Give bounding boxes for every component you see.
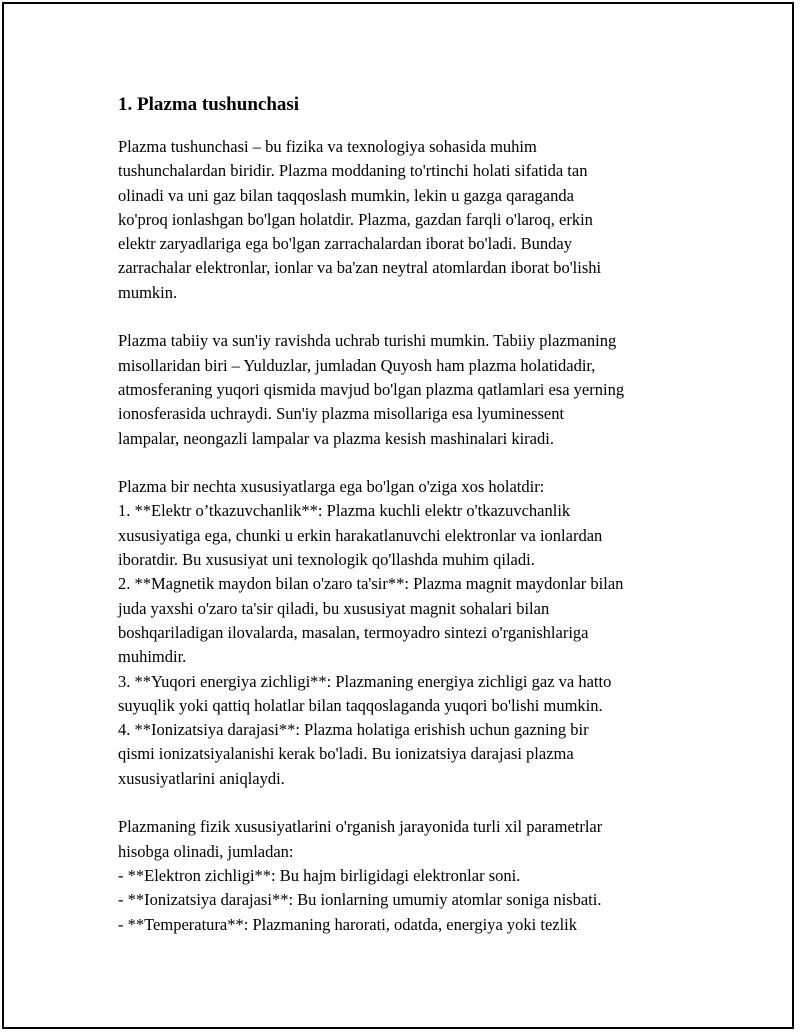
text-line: qismi ionizatsiyalanishi kerak bo'ladi. Bu ionizatsiya darajasi plazma [118,744,574,764]
text-line: tushunchalardan biridir. Plazma moddaning to'rtinchi holati sifatida tan [118,161,588,181]
list-item: - **Ionizatsiya darajasi**: Bu ionlarning umumiy atomlar soniga nisbati. [118,890,602,910]
text-line: Plazma bir nechta xususiyatlarga ega bo'lgan o'ziga xos holatdir: [118,477,545,497]
text-line: muhimdir. [118,647,187,667]
document-title: 1. Plazma tushunchasi [118,94,300,115]
text-line: Plazmaning fizik xususiyatlarini o'rganish jarayonida turli xil parametrlar [118,817,603,837]
text-line: Plazma tabiiy va sun'iy ravishda uchrab turishi mumkin. Tabiiy plazmaning [118,331,617,351]
list-item: - **Elektron zichligi**: Bu hajm birligidagi elektronlar soni. [118,865,521,885]
text-line: xususiyatlarini aniqlaydi. [118,768,285,788]
paragraph-natural-artificial [118,329,698,450]
text-line: olinadi va uni gaz bilan taqqoslash mumkin, lekin u gazga qaraganda [118,185,574,205]
text-line: mumkin. [118,282,178,302]
text-line: atmosferaning yuqori qismida mavjud bo'lgan plazma qatlamlari esa yerning [118,379,625,399]
text-line: hisobga olinadi, jumladan: [118,841,294,861]
text-line: misollaridan biri – Yulduzlar, jumladan Quyosh ham plazma holatidadir, [118,355,596,375]
text-line: boshqariladigan ilovalarda, masalan, termoyadro sintezi o'rganishlariga [118,622,589,642]
list-item: - **Temperatura**: Plazmaning harorati, odatda, energiya yoki tezlik [118,914,578,934]
text-line: ionosferasida uchraydi. Sun'iy plazma misollariga esa lyuminessent [118,404,565,424]
text-line: Plazma tushunchasi – bu fizika va texnologiya sohasida muhim [118,137,537,156]
paragraph-properties [118,475,698,791]
list-item: 1. **Elektr o’tkazuvchanlik**: Plazma kuchli elektr o'tkazuvchanlik [118,501,571,521]
document-body [118,92,698,937]
text-line: zarrachalar elektronlar, ionlar va ba'zan neytral atomlardan iborat bo'lishi [118,258,602,278]
text-line: elektr zaryadlariga ega bo'lgan zarrachalardan iborat bo'ladi. Bunday [118,234,572,254]
list-item: 2. **Magnetik maydon bilan o'zaro ta'sir**: Plazma magnit maydonlar bilan [118,574,624,594]
paragraph-parameters [118,815,698,936]
text-line: suyuqlik yoki qattiq holatlar bilan taqqoslaganda yuqori bo'lishi mumkin. [118,695,603,715]
list-item: 4. **Ionizatsiya darajasi**: Plazma holatiga erishish uchun gazning bir [118,720,589,740]
text-line: ko'proq ionlashgan bo'lgan holatdir. Plazma, gazdan farqli o'laroq, erkin [118,209,593,229]
list-item: 3. **Yuqori energiya zichligi**: Plazmaning energiya zichligi gaz va hatto [118,671,612,691]
text-line: xususiyatiga ega, chunki u erkin harakatlanuvchi elektronlar va ionlardan [118,525,603,545]
text-line: lampalar, neongazli lampalar va plazma kesish mashinalari kiradi. [118,428,554,448]
paragraph-intro [118,135,698,305]
text-line: juda yaxshi o'zaro ta'sir qiladi, bu xususiyat magnit sohalari bilan [118,598,550,618]
text-line: iboratdir. Bu xususiyat uni texnologik qo'llashda muhim qiladi. [118,550,535,570]
